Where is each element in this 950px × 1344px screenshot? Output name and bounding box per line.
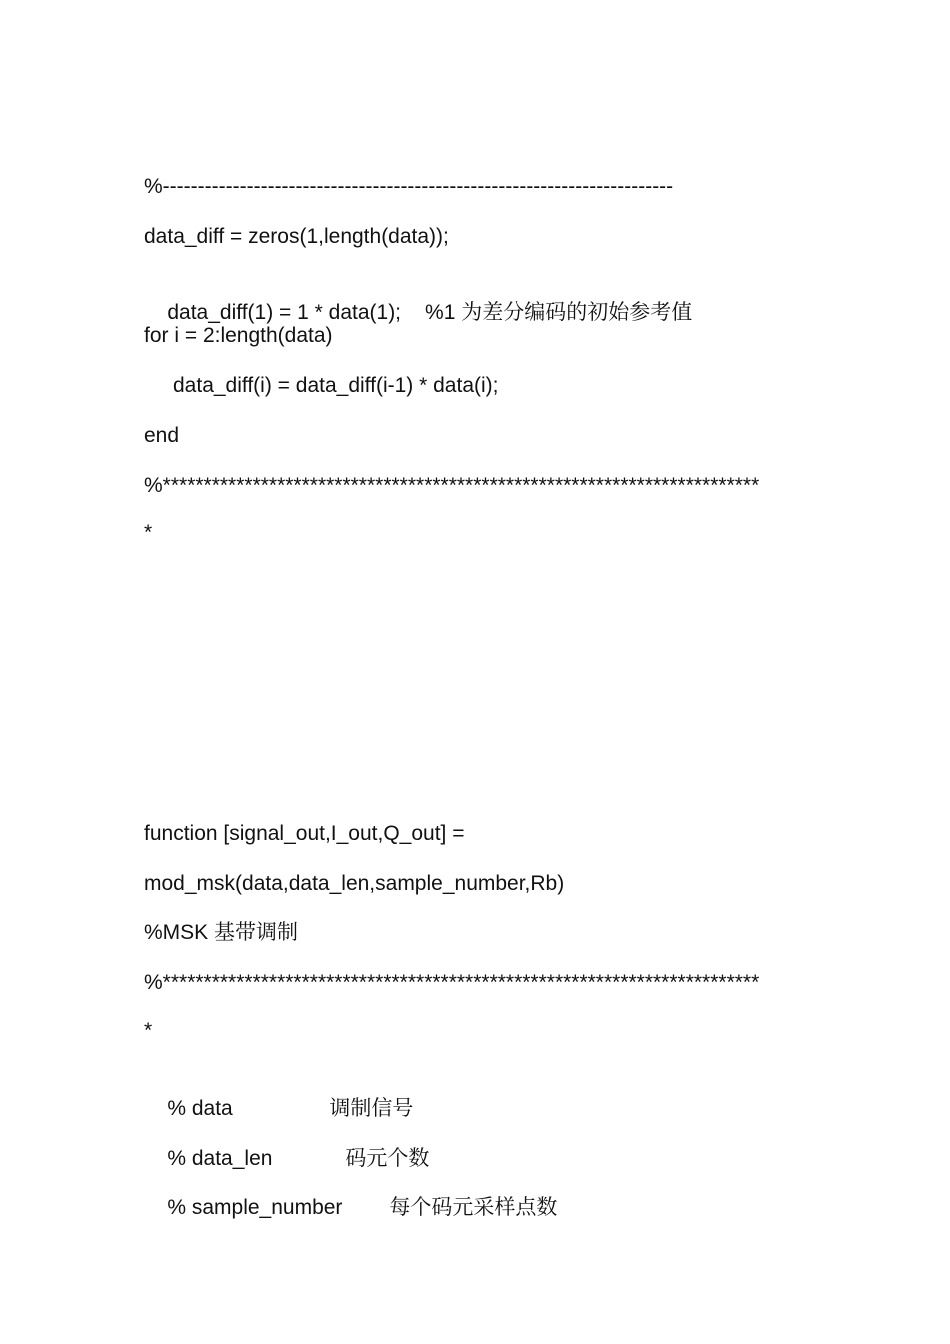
comment-star-wrap: * — [144, 1019, 153, 1042]
comment-separator-stars: %************************************************************************* — [144, 971, 760, 994]
comment-star-wrap: * — [144, 521, 153, 544]
inline-comment: %1 为差分编码的初始参考值 — [425, 301, 693, 324]
param-doc-sample-number — [144, 1169, 557, 1247]
function-signature-line2: mod_msk(data,data_len,sample_number,Rb) — [144, 872, 565, 895]
param-description: 调制信号 — [329, 1097, 414, 1120]
code-line-zeros-init: data_diff = zeros(1,length(data)); — [144, 225, 449, 248]
comment-separator-stars: %************************************************************************* — [144, 474, 760, 497]
code-text: data_diff(1) = 1 * data(1); — [167, 301, 402, 324]
function-signature-line1: function [signal_out,I_out,Q_out] = — [144, 822, 465, 845]
code-line-end: end — [144, 424, 180, 447]
param-name: % data_len — [167, 1147, 273, 1170]
param-description: 每个码元采样点数 — [389, 1196, 558, 1219]
code-line-for-loop: for i = 2:length(data) — [144, 324, 333, 347]
param-name: % sample_number — [167, 1196, 343, 1219]
code-line-loop-body: data_diff(i) = data_diff(i-1) * data(i); — [173, 374, 499, 397]
comment-separator-dashes: %------------------------------------------------------------------------- — [144, 175, 674, 198]
param-name: % data — [167, 1097, 233, 1120]
comment-function-description: %MSK 基带调制 — [144, 921, 299, 944]
param-description: 码元个数 — [345, 1147, 430, 1170]
